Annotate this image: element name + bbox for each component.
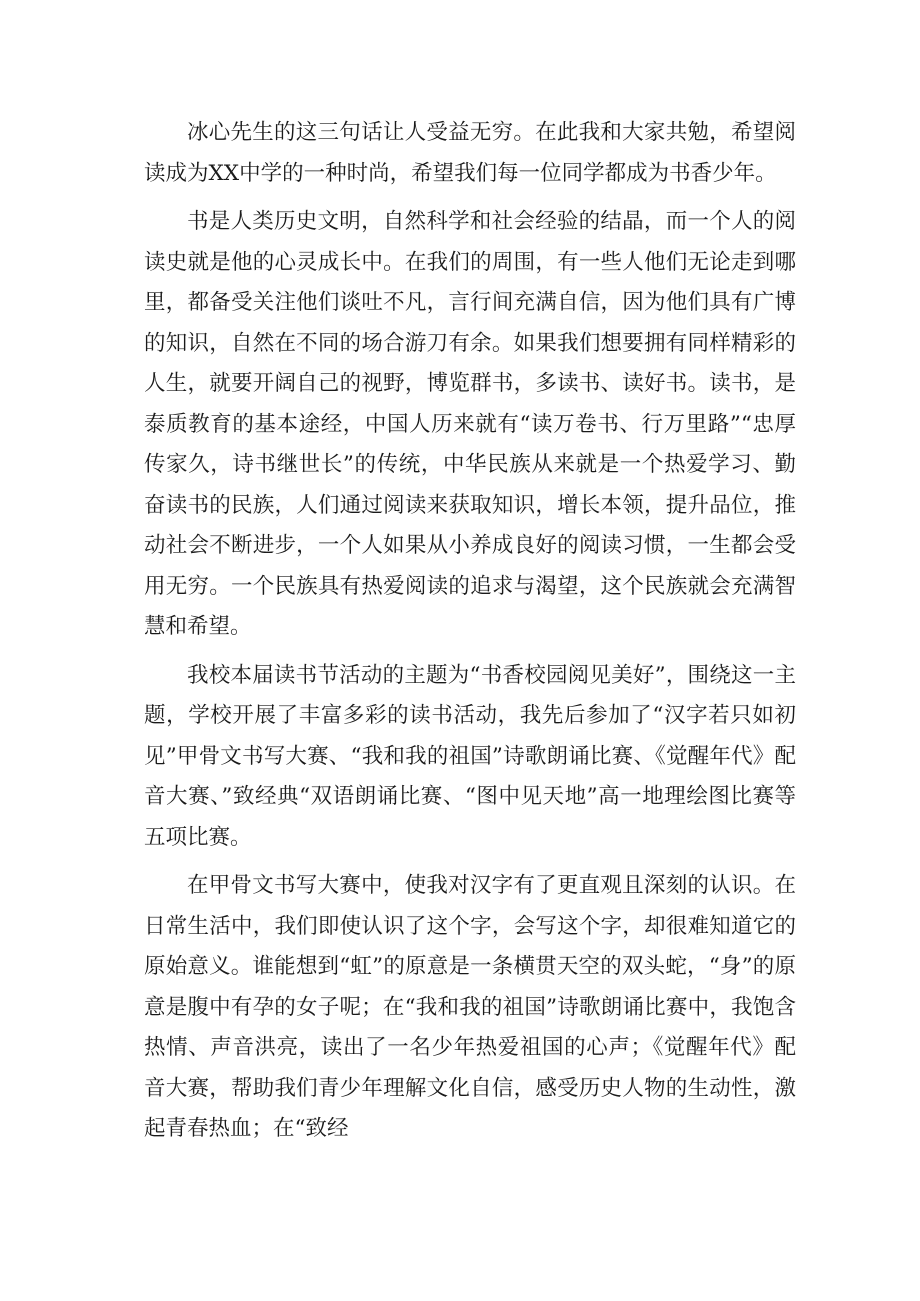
- paragraph-3: 我校本届读书节活动的主题为“书香校园阅见美好”，围绕这一主题，学校开展了丰富多彩的读书活动，我先后参加了“汉字若只如初见”甲骨文书写大赛、“我和我的祖国”诗歌朗诵比赛、《觉醒年代》配音大赛、”致经典“双语朗诵比赛、“图中见天地”高一地理绘图比赛等五项比赛。: [144, 662, 796, 850]
- paragraph-4: 在甲骨文书写大赛中，使我对汉字有了更直观且深刻的认识。在日常生活中，我们即使认识了这个字，会写这个字，却很难知道它的原始意义。谁能想到“虹”的原意是一条横贯天空的双头蛇，“身”的原意是腹中有孕的女子呢；在“我和我的祖国”诗歌朗诵比赛中，我饱含热情、声音洪亮，读出了一名少年热爱祖国的心声；《觉醒年代》配音大赛，帮助我们青少年理解文化自信，感受历史人物的生动性，激起青春热血；在“致经: [144, 873, 796, 1141]
- document-body: [144, 113, 796, 1158]
- paragraph-2: 书是人类历史文明，自然科学和社会经验的结晶，而一个人的阅读史就是他的心灵成长中。在我们的周围，有一些人他们无论走到哪里，都备受关注他们谈吐不凡，言行间充满自信，因为他们具有广博的知识，自然在不同的场合游刀有余。如果我们想要拥有同样精彩的人生，就要开阔自己的视野，博览群书，多读书、读好书。读书，是泰质教育的基本途经，中国人历来就有“读万卷书、行万里路”“忠厚传家久，诗书继世长”的传统，中华民族从来就是一个热爱学习、勤奋读书的民族，人们通过阅读来获取知识，增长本领，提升品位，推动社会不断进步，一个人如果从小养成良好的阅读习惯，一生都会受用无穷。一个民族具有热爱阅读的追求与渴望，这个民族就会充满智慧和希望。: [144, 209, 796, 639]
- paragraph-1: 冰心先生的这三句话让人受益无穷。在此我和大家共勉，希望阅读成为XX中学的一种时尚，希望我们每一位同学都成为书香少年。: [144, 120, 796, 186]
